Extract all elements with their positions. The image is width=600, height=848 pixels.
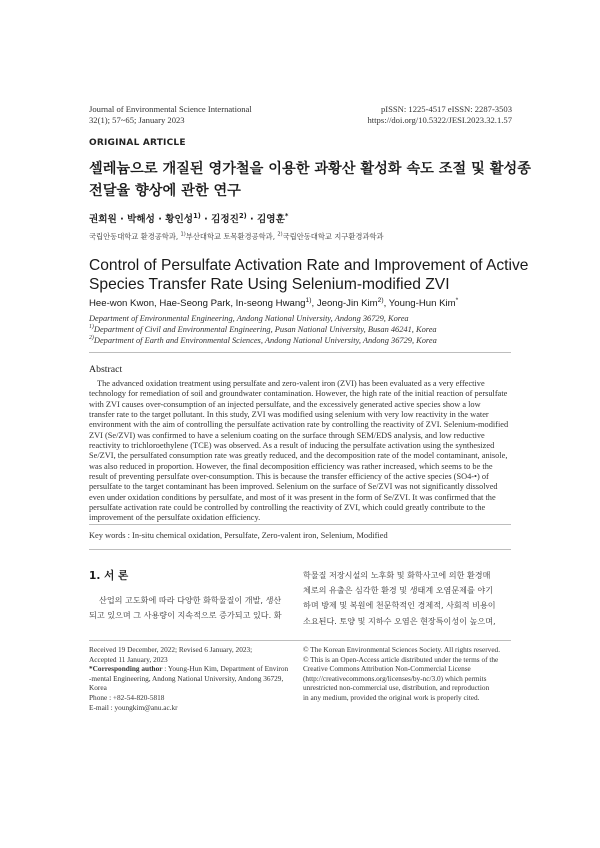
abstract-top-rule	[89, 352, 511, 353]
corresponding-author-country: Korea	[89, 683, 107, 693]
korean-title-line-2: 전달율 향상에 관한 연구	[89, 183, 241, 199]
copyright-line: in any medium, provided the original work is properly cited.	[303, 692, 480, 702]
korean-author-sup-2: 2)	[238, 211, 247, 220]
article-type: ORIGINAL ARTICLE	[89, 138, 186, 148]
keywords: Key words : In-situ chemical oxidation, Persulfate, Zero-valent iron, Selenium, Modified	[89, 531, 388, 540]
english-affiliation	[89, 313, 529, 324]
english-author-group-2: , Jeong-Jin Kim	[311, 298, 378, 309]
korean-title	[89, 158, 531, 202]
corresponding-author-label: *Corresponding author	[89, 664, 163, 674]
intro-right-column	[303, 568, 515, 629]
english-affil-text: Department of Civil and Environmental Engineering, Pusan National University, Busan 46241, Korea	[93, 325, 437, 335]
korean-author-group-3: · 김영훈	[246, 214, 285, 225]
korean-affil-sup-1: 1)	[180, 231, 186, 238]
received-dates: Received 19 December, 2022; Revised 6 January, 2023;	[89, 645, 253, 654]
korean-author-sup-1: 1)	[193, 211, 201, 220]
abstract-line: even under oxidation conditions by persulfate, and most of it was present in the form of Se/ZVI. It was confirmed that the	[89, 492, 496, 502]
korean-authors	[89, 211, 288, 225]
copyright-line: unrestricted non-commercial use, distribution, and reproduction	[303, 683, 490, 693]
abstract-line: reactivity to trichloroethylene (TCE) was observed. As a result of inducing the persulfate activation using the synthesized	[89, 441, 495, 451]
abstract-heading: Abstract	[89, 364, 123, 375]
abstract-line: Se/ZVI, the persulfated consumption rate was greatly reduced, and the decomposition rate of the model contaminant, anisole,	[89, 451, 508, 461]
body-line: 하며 방제 및 복원에 천문학적인 경제적, 사회적 비용이	[303, 600, 496, 611]
korean-affil-sup-2: 2)	[277, 231, 283, 238]
footnote-copyright	[303, 645, 518, 703]
corresponding-author-text: : Young-Hun Kim, Department of Environ	[162, 664, 289, 674]
korean-title-line-1: 셀레늄으로 개질된 영가철을 이용한 과황산 활성화 속도 조절 및 활성종	[89, 161, 531, 177]
korean-affil-2: 부산대학교 토목환경공학과,	[185, 232, 278, 241]
english-affil-sup: 2)	[89, 335, 94, 342]
english-title-line-2: Species Transfer Rate Using Selenium-modified ZVI	[89, 276, 450, 293]
license-link[interactable]: (http://creativecommons.org/licenses/by-nc/3.0) which permits	[303, 673, 487, 683]
copyright-line: © The Korean Environmental Sciences Society. All rights reserved.	[303, 645, 501, 654]
abstract-line: environment with the aim of controlling the persulfate activation rate by controlling the reactivity of ZVI. Selenium-modified	[89, 420, 509, 430]
english-affiliations	[89, 313, 529, 347]
korean-author-group-1: 권희원 · 박해성 · 황인성	[89, 214, 194, 225]
journal-header-left	[89, 104, 252, 126]
abstract-line: transfer rate to the target pollutant. In this study, ZVI was modified using selenium with very low reactivity in the water	[89, 410, 489, 420]
corresponding-author-cont: -mental Engineering, Andong National University, Andong 36729,	[89, 673, 284, 683]
journal-doi-link[interactable]: https://doi.org/10.5322/JESI.2023.32.1.57	[367, 115, 512, 125]
english-title-line-1: Control of Persulfate Activation Rate and Improvement of Active	[89, 257, 529, 274]
section-heading-introduction: 1. 서 론	[89, 570, 129, 582]
abstract-body	[89, 379, 511, 524]
abstract-line: improvement of the persulfate oxidation efficiency.	[89, 513, 261, 523]
korean-author-sup-3: *	[284, 211, 289, 220]
abstract-line: technology for remediation of soil and groundwater contamination. However, the high rate of the initial reaction of persulfate	[89, 389, 508, 399]
abstract-line: persulfate to the target contaminant has been improved. Selenium on the surface of Se/ZVI was not significantly dissolved	[89, 482, 498, 492]
abstract-line: was also reduced in proportion. However, the final decomposition efficiency was rather increased, which seems to be the	[89, 461, 493, 471]
journal-issn: pISSN: 1225-4517 eISSN: 2287-3503	[380, 104, 512, 114]
korean-affil-3: 국립안동대학교 지구환경과학과	[282, 232, 384, 241]
copyright-line: Creative Commons Attribution Non-Commercial License	[303, 664, 471, 674]
english-affiliation	[89, 324, 529, 335]
body-line: 소요된다. 토양 및 지하수 오염은 현장특이성이 높으며,	[303, 615, 496, 626]
body-line: 산업의 고도화에 따라 다양한 화학물질이 개발, 생산	[99, 595, 282, 605]
footnote-received-correspondence	[89, 645, 299, 712]
accepted-date: Accepted 11 January, 2023	[89, 654, 168, 664]
english-author-group-3: , Young-Hun Kim	[383, 298, 456, 309]
english-affiliation	[89, 335, 529, 346]
abstract-line: ZVI (Se/ZVI) was confirmed to have a selenium coating on the surface through SEM/EDS analysis, and low reductive	[89, 430, 485, 440]
keywords-top-rule	[89, 524, 511, 525]
english-author-sup-1: 1)	[305, 296, 312, 304]
abstract-line: persulfate activation rate could be controlled by controlling the reactivity of ZVI, which could greatly contribute to the	[89, 503, 486, 513]
email-link[interactable]: E-mail : youngkim@anu.ac.kr	[89, 702, 178, 712]
korean-affiliations	[89, 232, 384, 242]
journal-header-right	[367, 104, 512, 126]
body-line: 체로의 유출은 심각한 환경 및 생태계 오염문제를 야기	[303, 585, 494, 596]
korean-author-group-2: · 김정진	[200, 214, 239, 225]
english-author-group-1: Hee-won Kwon, Hae-Seong Park, In-seong Hwang	[89, 298, 306, 309]
korean-affil-1: 국립안동대학교 환경공학과,	[89, 232, 181, 241]
phone: Phone : +82-54-820-5818	[89, 692, 165, 702]
journal-name: Journal of Environmental Science International	[89, 104, 252, 114]
keywords-bottom-rule	[89, 549, 511, 550]
english-author-sup-3: *	[455, 296, 459, 304]
abstract-line: result of preventing persulfate over-consumption. This is because the transfer efficiency of the active species (SO4-•) of	[89, 472, 489, 482]
body-line: 되고 있으며 그 사용량이 지속적으로 증가되고 있다. 화	[89, 610, 282, 621]
intro-left-column	[89, 593, 297, 623]
copyright-line: © This is an Open-Access article distributed under the terms of the	[303, 654, 499, 664]
journal-issue: 32(1); 57~65; January 2023	[89, 115, 185, 125]
footnote-rule	[89, 640, 511, 641]
body-line: 학물질 저장시설의 노후화 및 화학사고에 의한 환경매	[303, 570, 491, 580]
english-authors	[89, 298, 458, 309]
english-author-sup-2: 2)	[377, 296, 384, 304]
english-affil-text: Department of Environmental Engineering, Andong National University, Andong 36729, Korea	[89, 314, 409, 323]
english-title	[89, 256, 529, 294]
abstract-line: with ZVI causes over-consumption of an injected persulfate, and the excessively generated active species show a low	[89, 399, 481, 409]
english-affil-sup: 1)	[89, 324, 94, 331]
abstract-line: The advanced oxidation treatment using persulfate and zero-valent iron (ZVI) has been evaluated as a very effective	[97, 379, 485, 388]
english-affil-text: Department of Earth and Environmental Sciences, Andong National University, Andong 36729, Korea	[93, 336, 437, 346]
corresponding-author	[89, 664, 299, 674]
